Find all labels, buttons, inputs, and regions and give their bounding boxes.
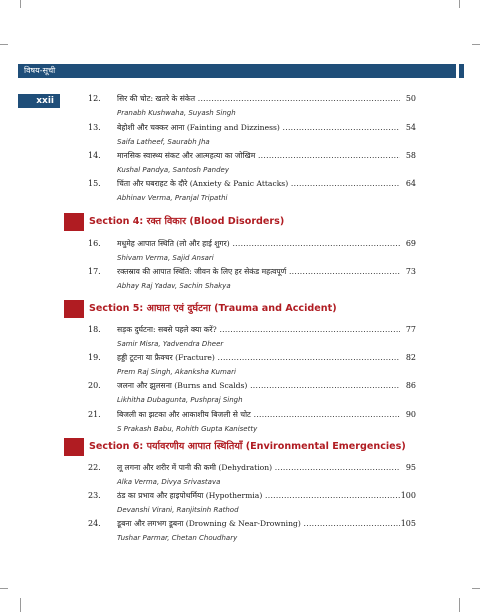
crop-mark: [459, 0, 460, 8]
entry-authors: Likhitha Dubagunta, Pushpraj Singh: [117, 396, 243, 404]
entry-title: चिंता और घबराहट के दौरे (Anxiety & Panic Attacks) .....: [117, 178, 400, 189]
entry-number: 13.: [88, 123, 101, 132]
entry-title: मधुमेह आपात स्थिति (लो और हाई शुगर) .....: [117, 238, 400, 249]
entry-page: 77: [405, 325, 416, 334]
entry-title: सड़क दुर्घटना: सबसे पहले क्या करें? .....: [117, 324, 400, 335]
entry-authors: Shivam Verma, Sajid Ansari: [117, 254, 214, 262]
entry-number: 14.: [88, 151, 101, 160]
crop-mark: [20, 598, 21, 612]
entry-authors: Pranabh Kushwaha, Suyash Singh: [117, 109, 236, 117]
entry-number: 22.: [88, 463, 101, 472]
entry-authors: Devanshi Virani, Ranjitsinh Rathod: [117, 506, 239, 514]
entry-number: 19.: [88, 353, 101, 362]
crop-mark: [472, 588, 480, 589]
entry-page: 58: [405, 151, 416, 160]
entry-title: हड्डी टूटना या फ्रैक्चर (Fracture) .....: [117, 352, 400, 363]
entry-authors: Prem Raj Singh, Akanksha Kumari: [117, 368, 236, 376]
entry-title: मानसिक स्वास्थ्य संकट और आत्महत्या का जोखिम .....: [117, 150, 400, 161]
entry-number: 24.: [88, 519, 101, 528]
section-title: Section 6: पर्यावरणीय आपात स्थितियाँ (Environmental Emergencies): [89, 441, 406, 452]
entry-number: 18.: [88, 325, 101, 334]
section-marker: [64, 300, 84, 318]
crop-mark: [0, 588, 8, 589]
entry-number: 12.: [88, 94, 101, 103]
entry-page: 82: [405, 353, 416, 362]
section-heading: [64, 213, 474, 231]
crop-mark: [459, 598, 460, 612]
entry-title: रक्तस्राव की आपात स्थिति: जीवन के लिए हर सेकंड महत्वपूर्ण .....: [117, 266, 400, 277]
entry-title: बेहोशी और चक्कर आना (Fainting and Dizziness) .....: [117, 122, 400, 133]
crop-mark: [472, 44, 480, 45]
entry-number: 17.: [88, 267, 101, 276]
section-heading: [64, 300, 474, 318]
entry-authors: S Prakash Babu, Rohith Gupta Kanisetty: [117, 425, 258, 433]
crop-mark: [0, 44, 8, 45]
entry-title: डूबना और लगभग डूबना (Drowning & Near-Drowning) .....: [117, 518, 400, 529]
section-marker: [64, 213, 84, 231]
entry-page: 90: [405, 410, 416, 419]
section-title: Section 5: आघात एवं दुर्घटना (Trauma and Accident): [89, 303, 337, 314]
entry-number: 16.: [88, 239, 101, 248]
entry-title: सिर की चोट: खतरे के संकेत .....: [117, 93, 400, 104]
header-bar-end: [459, 64, 464, 78]
entry-number: 15.: [88, 179, 101, 188]
section-title: Section 4: रक्त विकार (Blood Disorders): [89, 216, 285, 227]
section-heading: [64, 438, 474, 456]
entry-page: 100: [400, 491, 416, 500]
entry-page: 64: [405, 179, 416, 188]
entry-page: 73: [405, 267, 416, 276]
entry-number: 20.: [88, 381, 101, 390]
entry-page: 105: [400, 519, 416, 528]
entry-title: लू लगना और शरीर में पानी की कमी (Dehydration) .....: [117, 462, 400, 473]
entry-number: 21.: [88, 410, 101, 419]
entry-authors: Saifa Latheef, Saurabh Jha: [117, 138, 210, 146]
entry-authors: Tushar Parmar, Chetan Choudhary: [117, 534, 238, 542]
entry-authors: Alka Verma, Divya Srivastava: [117, 478, 221, 486]
entry-number: 23.: [88, 491, 101, 500]
header-bar: [18, 64, 456, 78]
entry-page: 50: [405, 94, 416, 103]
page-number-tab: [18, 94, 60, 108]
entry-page: 69: [405, 239, 416, 248]
entry-title: बिजली का झटका और आकाशीय बिजली से चोट .....: [117, 409, 400, 420]
entry-authors: Samir Misra, Yadvendra Dheer: [117, 340, 224, 348]
entry-authors: Abhay Raj Yadav, Sachin Shakya: [117, 282, 231, 290]
entry-authors: Abhinav Verma, Pranjal Tripathi: [117, 194, 228, 202]
entry-page: 86: [405, 381, 416, 390]
entry-authors: Kushal Pandya, Santosh Pandey: [117, 166, 229, 174]
entry-title: जलना और झुलसना (Burns and Scalds) .....: [117, 380, 400, 391]
entry-title: ठंड का प्रभाव और हाइपोथर्मिया (Hypothermia) .....: [117, 490, 400, 501]
entry-page: 95: [405, 463, 416, 472]
header-title: विषय-सूची: [24, 66, 56, 75]
section-marker: [64, 438, 84, 456]
page-number: xxii: [36, 96, 54, 106]
entry-page: 54: [405, 123, 416, 132]
crop-mark: [20, 0, 21, 8]
